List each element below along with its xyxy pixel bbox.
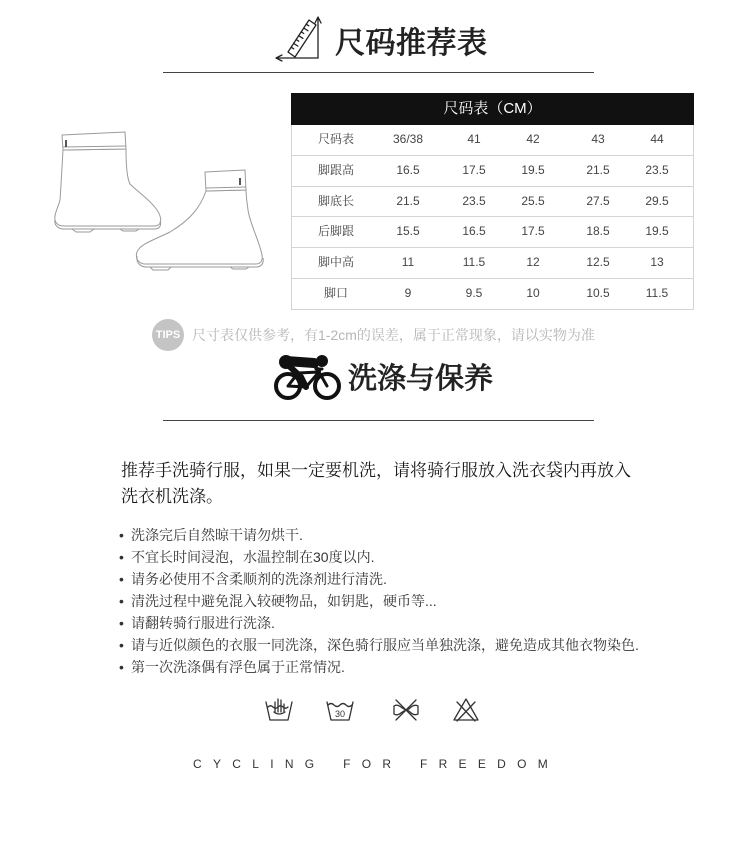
hand-wash-icon <box>265 695 293 723</box>
size-table-cell: 11.5 <box>462 255 486 270</box>
wash-30-icon <box>326 695 354 723</box>
size-table-row-label: 脚口 <box>323 285 349 300</box>
cyclist-icon <box>272 352 344 402</box>
tips-text: 尺寸表仅供参考，有1-2cm的误差，属于正常现象，请以实物为准 <box>192 327 595 343</box>
size-table-cell: 27.5 <box>586 193 610 208</box>
shoe-cover-illustration <box>50 128 270 273</box>
size-table-cell: 29.5 <box>645 193 669 208</box>
size-table-cell: 17.5 <box>462 162 486 177</box>
size-table-header-cell: 41 <box>467 132 481 146</box>
size-table-header-cell: 36/38 <box>392 132 424 146</box>
care-intro-line: 洗衣机洗涤。 <box>121 487 223 506</box>
care-instruction-item: • 清洗过程中避免混入较硬物品，如钥匙，硬币等... <box>119 590 639 612</box>
size-table-row-label: 后脚跟 <box>317 224 355 239</box>
size-table-row <box>291 248 694 279</box>
tips-badge: TIPS <box>152 319 184 351</box>
size-table-cell: 10.5 <box>586 285 610 300</box>
size-table-header-cell: 42 <box>526 132 540 146</box>
size-table-caption: 尺码表（CM） <box>291 93 694 125</box>
size-table-cell: 19.5 <box>521 162 545 177</box>
size-chart-divider <box>163 72 594 73</box>
size-table <box>291 93 694 310</box>
care-instruction-item: • 第一次洗涤偶有浮色属于正常情况. <box>119 656 639 678</box>
size-table-cell: 19.5 <box>645 224 669 239</box>
size-table-row <box>291 217 694 248</box>
brand-slogan: CYCLING FOR FREEDOM <box>193 757 560 771</box>
size-table-cell: 18.5 <box>586 224 610 239</box>
size-table-cell: 25.5 <box>521 193 545 208</box>
size-table-cell: 9.5 <box>465 285 483 300</box>
size-table-cell: 9 <box>404 285 412 300</box>
size-chart-title: 尺码推荐表 <box>335 27 488 60</box>
do-not-wring-icon <box>392 696 420 724</box>
care-title: 洗涤与保养 <box>348 363 494 395</box>
size-table-row-label: 脚底长 <box>317 193 355 208</box>
size-table-header-cell: 43 <box>591 132 605 146</box>
care-instruction-item: • 洗涤完后自然晾干请勿烘干. <box>119 524 639 546</box>
wash-temperature-label: 30 <box>334 709 346 719</box>
care-instruction-item: • 请翻转骑行服进行洗涤. <box>119 612 639 634</box>
size-table-row <box>291 156 694 187</box>
size-table-cell: 11 <box>401 255 415 270</box>
size-table-header-cell: 44 <box>650 132 664 146</box>
care-divider <box>163 420 594 421</box>
size-table-cell: 23.5 <box>462 193 486 208</box>
size-table-cell: 21.5 <box>586 162 610 177</box>
size-table-cell: 17.5 <box>521 224 545 239</box>
care-intro-line: 推荐手洗骑行服，如果一定要机洗，请将骑行服放入洗衣袋内再放入 <box>121 461 631 480</box>
size-table-cell: 12.5 <box>586 255 610 270</box>
left-shoe-cover <box>55 132 161 232</box>
size-table-header-row <box>291 125 694 156</box>
size-table-row <box>291 187 694 218</box>
size-table-cell: 16.5 <box>396 162 420 177</box>
ruler-icon <box>274 14 322 62</box>
size-table-cell: 12 <box>526 255 540 270</box>
size-table-cell: 23.5 <box>645 162 669 177</box>
size-table-row-label: 尺码表 <box>317 132 355 146</box>
size-table-cell: 15.5 <box>396 224 420 239</box>
size-table-row-label: 脚中高 <box>317 255 355 270</box>
care-instruction-item: • 不宜长时间浸泡，水温控制在30度以内. <box>119 546 639 568</box>
care-instructions-list <box>119 524 639 678</box>
size-table-cell: 13 <box>650 255 664 270</box>
do-not-bleach-icon <box>452 696 480 724</box>
size-table-cell: 21.5 <box>396 193 420 208</box>
size-table-row-label: 脚跟高 <box>317 162 355 177</box>
size-table-cell: 11.5 <box>645 285 669 300</box>
care-intro <box>121 458 631 510</box>
care-instruction-item: • 请务必使用不含柔顺剂的洗涤剂进行清洗. <box>119 568 639 590</box>
size-table-cell: 16.5 <box>462 224 486 239</box>
care-instruction-item: • 请与近似颜色的衣服一同洗涤，深色骑行服应当单独洗涤，避免造成其他衣物染色. <box>119 634 639 656</box>
size-table-row <box>291 279 694 310</box>
size-table-cell: 10 <box>526 285 540 300</box>
